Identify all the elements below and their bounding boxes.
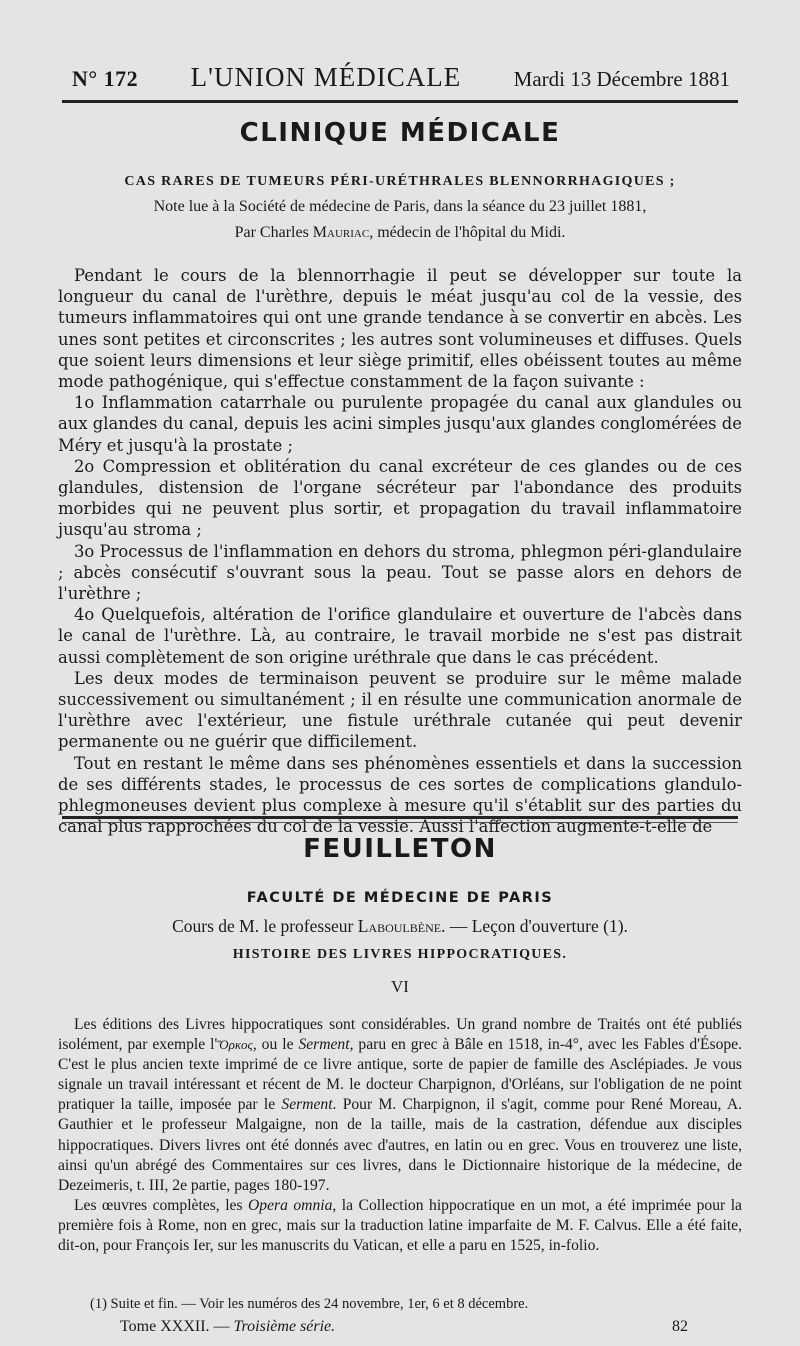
journal-title: L'UNION MÉDICALE — [190, 62, 462, 92]
feuilleton-body — [58, 1015, 742, 1256]
text-run: Les éditions des Livres hippocratiques sont considérables. Un grand nombre de Traités ont été publiés isolément, par exemple l' — [58, 1016, 742, 1054]
paragraph — [58, 1015, 742, 1196]
issue-date: Mardi 13 Décembre 1881 — [513, 67, 730, 91]
issue-number: N° 172 — [72, 66, 139, 91]
author-prefix: Par Charles — [234, 224, 313, 241]
top-rule — [62, 100, 738, 103]
article-header — [62, 174, 738, 242]
page-footer — [120, 1318, 688, 1336]
chapter-numeral: VI — [391, 977, 409, 996]
paragraph: 2o Compression et oblitération du canal excréteur de ces glandes ou de ces glandules, distension de l'organe sécréteur par l'abondance des produits morbides qui ne peuvent plus sortir, et propagation du travail inflammatoire jusqu'au stroma ; — [58, 456, 742, 540]
author-suffix: , médecin de l'hôpital du Midi. — [369, 224, 566, 241]
paragraph: Tout en restant le même dans ses phénomènes essentiels et dans la succession de ses différents stades, le processus de ces sortes de complications glandulo-phlegmoneuses devient plus complexe à mesure qu'il s'établit sur des parties du canal plus rapprochées du col de la vessie. Aussi l'affection augmente-t-elle de — [58, 753, 742, 837]
paragraph: 3o Processus de l'inflammation en dehors du stroma, phlegmon péri-glandulaire ; abcès consécutif s'ouvrant sous la peau. Tout se passe alors en dehors de l'urèthre ; — [58, 541, 742, 604]
paragraph — [58, 1196, 742, 1256]
text-run: , la Collection hippocratique en un mot, a été imprimée pour la première fois à Rome, non en grec, mais sur la traduction latine imparfaite de M. F. Calvus. Elle a été faite, dit-on, pour François Ier, sur les manuscrits du Vatican, et elle a paru en 1525, in-folio. — [58, 1196, 742, 1255]
paragraph: Pendant le cours de la blennorrhagie il peut se développer sur toute la longueur du canal de l'urèthre, depuis le méat jusqu'au col de la vessie, des tumeurs inflammatoires qui ont une grande tendance à se convertir en abcès. Les unes sont petites et circonscrites ; les autres sont volumineuses et diffuses. Quels que soient leurs dimensions et leur siège primitif, elles obéissent toutes au même mode pathogénique, qui s'effectue constamment de la façon suivante : — [58, 266, 742, 392]
author-name: Mauriac — [312, 224, 370, 241]
separator-rule — [62, 816, 738, 819]
article-title: CAS RARES DE TUMEURS PÉRI-URÉTHRALES BLENNORRHAGIQUES ; — [124, 174, 676, 189]
article-note: Note lue à la Société de médecine de Paris, dans la séance du 23 juillet 1881, — [153, 198, 647, 215]
histoire-heading: HISTOIRE DES LIVRES HIPPOCRATIQUES. — [232, 947, 568, 962]
text-run: Les œuvres complètes, les — [74, 1196, 249, 1214]
tome-text: Tome XXXII. — — [120, 1318, 234, 1335]
separator-rule-thin — [62, 822, 738, 823]
serie-text: Troisième série. — [233, 1318, 336, 1335]
clinique-body — [58, 265, 742, 837]
cours-prefix: Cours de M. le professeur — [172, 916, 358, 936]
italic-title: Serment — [298, 1036, 350, 1054]
masthead — [72, 62, 730, 93]
italic-title: Serment — [281, 1096, 333, 1114]
footnote: (1) Suite et fin. — Voir les numéros des 24 novembre, 1er, 6 et 8 décembre. — [90, 1296, 529, 1312]
tome-label — [120, 1318, 335, 1336]
section-title-feuilleton: FEUILLETON — [303, 834, 497, 864]
text-run: , ou le — [252, 1036, 299, 1054]
italic-title: Opera omnia — [248, 1196, 333, 1214]
page-number: 82 — [672, 1318, 688, 1335]
paragraph: Les deux modes de terminaison peuvent se produire sur le même malade successivement ou simultanément ; il en résulte une communication anormale de l'urèthre avec l'extérieur, une fistule uréthrale cutanée qui peut devenir permanente ou ne guérir que difficilement. — [58, 668, 742, 752]
article-author — [62, 224, 738, 242]
paragraph: 1o Inflammation catarrhale ou purulente propagée du canal aux glandules ou aux glandes du canal, depuis les acini simples jusqu'aux glandes conglomérées de Méry et jusqu'à la prostate ; — [58, 393, 742, 455]
cours-suffix: . — Leçon d'ouverture (1). — [441, 916, 628, 936]
faculte-heading: FACULTÉ DE MÉDECINE DE PARIS — [246, 890, 554, 906]
cours-heading — [58, 916, 742, 937]
professor-name: Laboulbène — [357, 916, 442, 936]
section-title-clinique: CLINIQUE MÉDICALE — [239, 118, 561, 148]
text-run: , paru en grec à Bâle en 1518, in-4°, avec les Fables d'Ésope. C'est le plus ancien texte imprimé de ce livre antique, sorte de papier de famille des Asclépiades. Je vous signale un travail intéressant et récent de M. le docteur Charpignon, d'Orléans, sur l'obligation de ne point pratiquer la taille, imposée par le — [58, 1036, 742, 1114]
feuilleton-header — [58, 890, 742, 997]
paragraph: 4o Quelquefois, altération de l'orifice glandulaire et ouverture de l'abcès dans le canal de l'urèthre. Là, au contraire, le travail morbide ne s'est pas distrait aussi complètement de son origine uréthrale que dans le cas précédent. — [58, 605, 742, 667]
greek-word: Ὅρκος — [217, 1037, 253, 1053]
text-run: . Pour M. Charpignon, il s'agit, comme pour René Moreau, A. Gauthier et le professeur Malgaigne, non de la taille, mais de la castration, défendue aux disciples hippocratiques. Divers livres ont été donnés avec d'autres, en latin ou en grec. Vous en trouverez une liste, ainsi qu'un abrégé des Commentaires sur ces livres, dans le Dictionnaire historique de la médecine, de Dezeimeris, t. III, 2e partie, pages 180-197. — [58, 1096, 743, 1194]
